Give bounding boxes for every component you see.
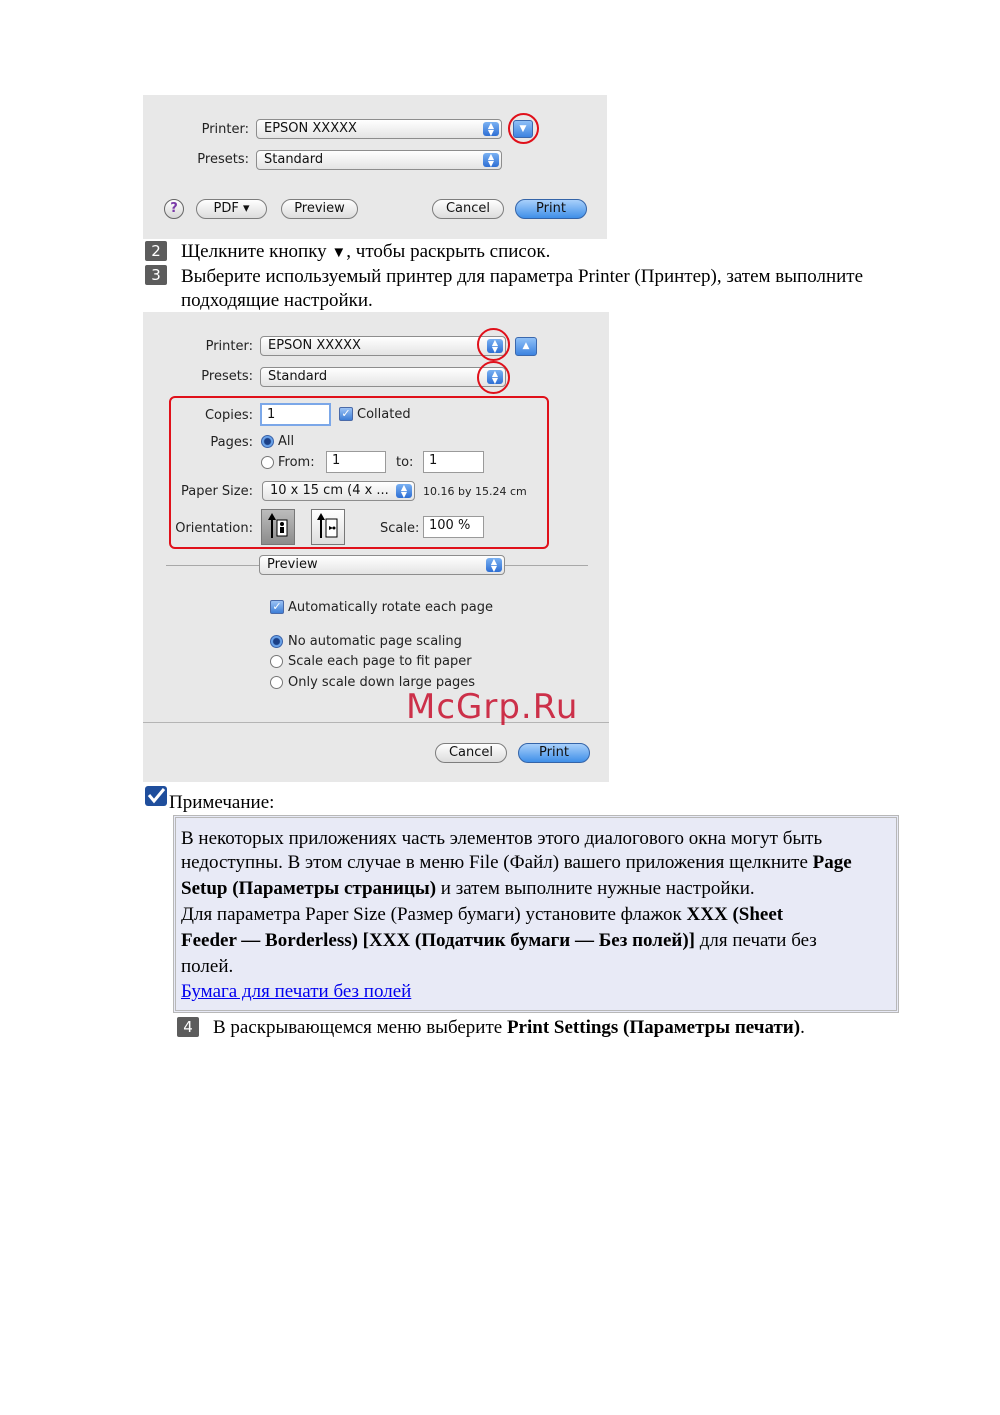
note-line-5 xyxy=(181,928,817,954)
collated-label: Collated xyxy=(357,407,411,422)
paper-size-dimensions: 10.16 by 15.24 cm xyxy=(423,485,527,498)
step-2-text xyxy=(181,239,550,266)
help-button[interactable] xyxy=(164,199,184,219)
scale-down-radio[interactable] xyxy=(270,676,283,689)
pages-label: Pages: xyxy=(210,435,253,450)
cancel-button[interactable]: Cancel xyxy=(435,743,507,763)
step-4-text-after: . xyxy=(800,1017,805,1038)
landscape-icon xyxy=(312,510,344,544)
scale-to-fit-label: Scale each page to fit paper xyxy=(288,654,472,669)
note-heading: Примечание: xyxy=(169,792,275,813)
presets-popup-value: Standard xyxy=(264,152,324,167)
paper-size-popup[interactable] xyxy=(262,481,415,501)
scale-label: Scale: xyxy=(380,521,420,536)
pages-from-label: From: xyxy=(278,455,315,470)
step-2-text-after: , чтобы раскрыть список. xyxy=(346,241,551,262)
auto-rotate-label: Automatically rotate each page xyxy=(288,600,493,615)
no-scaling-label: No automatic page scaling xyxy=(288,634,462,649)
pages-all-label: All xyxy=(278,434,295,449)
scale-down-label: Only scale down large pages xyxy=(288,675,476,690)
step-3-line-2: подходящие настройки. xyxy=(181,290,373,311)
note-check-icon xyxy=(145,786,167,806)
printer-popup[interactable] xyxy=(256,119,502,139)
collated-checkbox[interactable]: ✓ xyxy=(339,407,353,421)
section-popup-value: Preview xyxy=(267,557,318,572)
step-2-text-before: Щелкните кнопку xyxy=(181,241,327,262)
note-line-3-text: и затем выполните нужные настройки. xyxy=(436,878,755,899)
note-line-4 xyxy=(181,902,783,928)
section-popup[interactable] xyxy=(259,555,505,575)
collapse-button[interactable] xyxy=(515,337,537,356)
watermark: McGrp.Ru xyxy=(406,687,579,727)
from-input[interactable]: 1 xyxy=(326,451,386,473)
note-line-6: полей. xyxy=(181,956,234,977)
printer-popup-value: EPSON XXXXX xyxy=(264,121,357,136)
to-input[interactable]: 1 xyxy=(423,451,484,473)
auto-rotate-checkbox[interactable]: ✓ xyxy=(270,600,284,614)
portrait-orientation-button[interactable] xyxy=(261,509,295,545)
collapse-triangle-icon: ▲ xyxy=(522,341,530,351)
popup-arrows-icon: ▲ ▼ xyxy=(487,370,503,384)
popup-arrows-icon: ▲ ▼ xyxy=(486,558,502,572)
orientation-label: Orientation: xyxy=(175,521,253,536)
highlight-circle xyxy=(477,361,510,394)
landscape-orientation-button[interactable] xyxy=(311,509,345,545)
note-line-2-bold: Page xyxy=(812,852,852,873)
print-button[interactable]: Print xyxy=(515,199,587,219)
paper-size-value: 10 x 15 cm (4 x ... xyxy=(270,483,389,498)
note-line-2-text: недоступны. В этом случае в меню File (Файл) вашего приложения щелкните xyxy=(181,852,813,873)
disclosure-triangle-icon: ▼ xyxy=(519,124,527,134)
to-label: to: xyxy=(396,455,414,470)
step-number-4: 4 xyxy=(177,1017,199,1037)
scale-to-fit-radio[interactable] xyxy=(270,655,283,668)
note-line-3-bold: Setup (Параметры страницы) xyxy=(181,878,437,899)
pages-all-radio[interactable] xyxy=(261,435,274,448)
copies-input[interactable]: 1 xyxy=(260,403,331,426)
portrait-icon xyxy=(262,510,294,544)
note-line-5-bold: Feeder — Borderless) [XXX (Податчик бумаги — Без полей)] xyxy=(181,930,695,951)
presets-popup[interactable] xyxy=(260,367,506,387)
cancel-button[interactable]: Cancel xyxy=(432,199,504,219)
copies-label: Copies: xyxy=(204,408,253,423)
paper-size-label: Paper Size: xyxy=(180,484,253,499)
printer-popup[interactable] xyxy=(260,336,506,356)
note-line-1: В некоторых приложениях часть элементов этого диалогового окна могут быть xyxy=(181,828,823,849)
popup-arrows-icon: ▲ ▼ xyxy=(487,339,503,353)
printer-popup-value: EPSON XXXXX xyxy=(268,338,361,353)
popup-arrows-icon: ▲ ▼ xyxy=(483,122,499,136)
pdf-button[interactable]: PDF ▾ xyxy=(196,199,267,219)
printer-label: Printer: xyxy=(205,339,253,354)
print-dialog-collapsed xyxy=(143,95,607,239)
popup-arrows-icon: ▲ ▼ xyxy=(483,153,499,167)
highlight-circle xyxy=(477,328,510,361)
no-scaling-radio[interactable] xyxy=(270,635,283,648)
note-line-3 xyxy=(181,876,755,902)
popup-arrows-icon: ▲ ▼ xyxy=(396,484,412,498)
step-3-line-1: Выберите используемый принтер для параметра Printer (Принтер), затем выполните xyxy=(181,266,864,287)
step-4-text-before: В раскрывающемся меню выберите xyxy=(213,1017,507,1038)
presets-label: Presets: xyxy=(201,369,253,384)
note-line-4-text: Для параметра Paper Size (Размер бумаги) установите флажок xyxy=(181,904,687,925)
presets-popup[interactable] xyxy=(256,150,502,170)
highlight-circle xyxy=(508,113,539,144)
preview-button[interactable]: Preview xyxy=(281,199,358,219)
print-button[interactable]: Print xyxy=(518,743,590,763)
presets-popup-value: Standard xyxy=(268,369,328,384)
step-number-3: 3 xyxy=(145,265,167,285)
step-4-bold: Print Settings (Параметры печати) xyxy=(506,1017,801,1038)
scale-input[interactable]: 100 % xyxy=(423,516,484,538)
step-number-2: 2 xyxy=(145,241,167,261)
printer-label: Printer: xyxy=(201,122,249,137)
note-line-4-bold: XXX (Sheet xyxy=(686,904,784,925)
step-4-text xyxy=(213,1015,805,1041)
help-icon: ? xyxy=(170,201,178,216)
note-line-2 xyxy=(181,850,852,876)
triangle-down-icon: ▼ xyxy=(331,245,347,261)
borderless-paper-link[interactable]: Бумага для печати без полей xyxy=(181,981,412,1002)
presets-label: Presets: xyxy=(197,152,249,167)
note-line-5-text: для печати без xyxy=(694,930,817,951)
pages-from-radio[interactable] xyxy=(261,456,274,469)
